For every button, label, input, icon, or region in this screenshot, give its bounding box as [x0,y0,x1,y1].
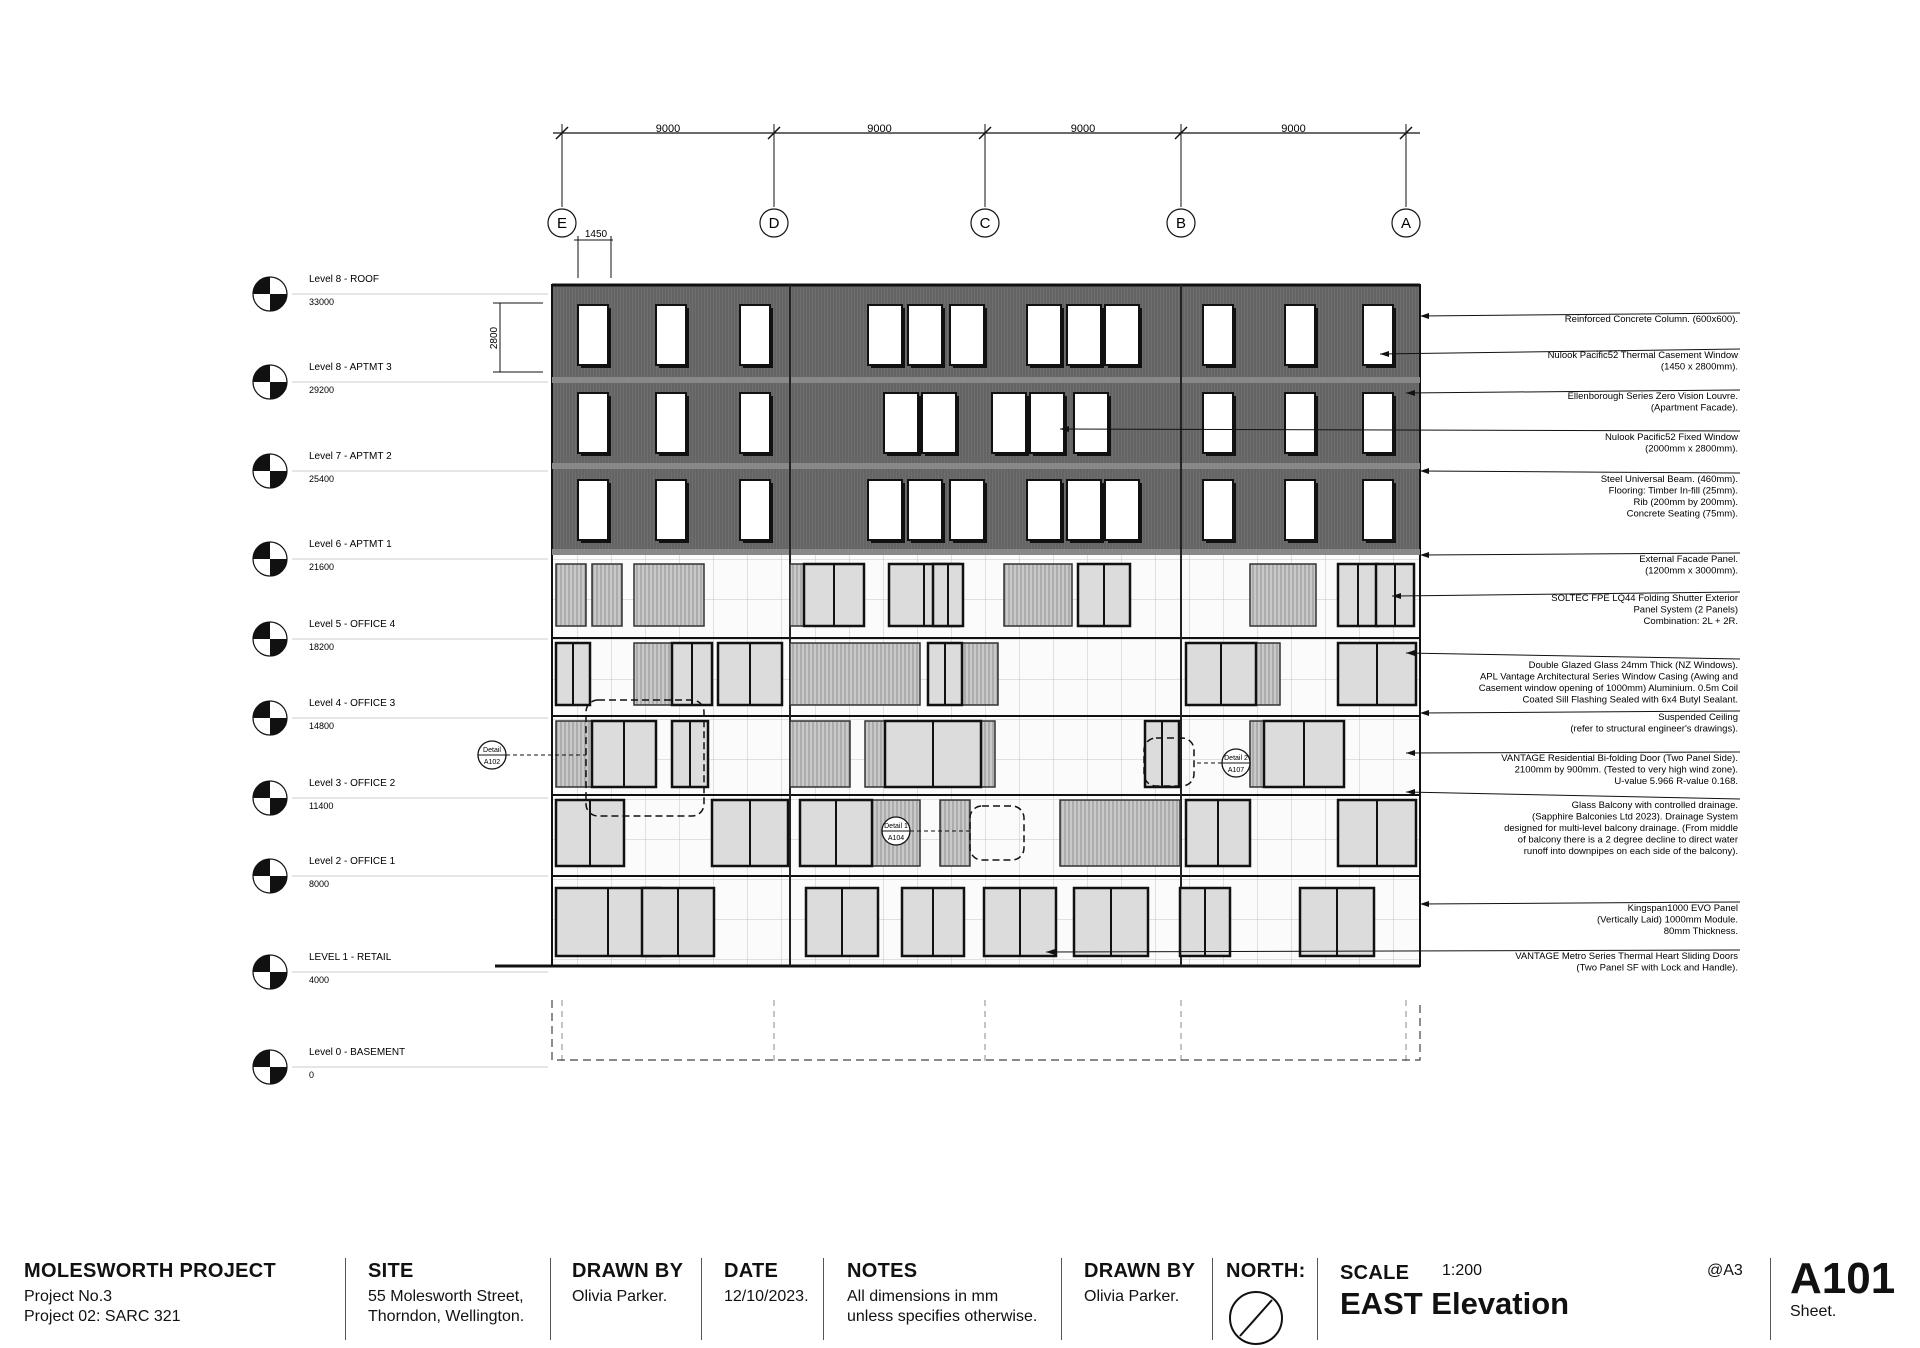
beam-band [552,549,1420,555]
annotation-line: (Sapphire Balconies Ltd 2023). Drainage System [1532,811,1738,823]
annotation-text [1570,712,1738,735]
leader-arrow [1420,468,1429,474]
leader-arrow [1420,901,1429,907]
level-symbol-quadrant [253,277,270,294]
annotation-line: Steel Universal Beam. (460mm). [1600,474,1738,485]
casement-window [1027,305,1061,365]
notes-line-2: unless specifies otherwise. [847,1308,1038,1325]
grid-label: C [979,215,991,232]
project-number: Project No.3 [24,1288,113,1305]
level-symbol-quadrant [253,859,270,876]
beam-band [552,463,1420,469]
title-block-site [368,1248,558,1343]
detail-title: Detail [483,747,501,754]
casement-window [1203,393,1233,453]
annotation-line: Flooring: Timber In-fill (25mm). [1608,485,1738,497]
annotation-line: U-value 5.966 R-value 0.168. [1614,776,1738,787]
date-label: DATE [724,1260,779,1282]
grid-label: A [1400,215,1412,232]
level-name: Level 6 - APTMT 1 [309,539,392,550]
grid-dimension: 9000 [655,123,681,135]
level-name: Level 7 - APTMT 2 [309,451,392,462]
casement-window [908,480,942,540]
annotation-line: of balcony there is a 2 degree decline to direct water [1517,834,1738,846]
title-block-divider [550,1258,551,1340]
casement-window [1074,393,1108,453]
level-symbol-quadrant [253,955,270,972]
grid-label: B [1175,215,1187,232]
level-elevation: 14800 [309,721,335,731]
folding-shutter [1060,800,1180,866]
casement-window [1363,480,1393,540]
level-name: Level 4 - OFFICE 3 [309,698,396,709]
scale-label: SCALE [1340,1262,1410,1284]
north-arrow-icon [1226,1288,1286,1348]
folding-shutter [634,564,704,626]
level-symbol-quadrant [253,1050,270,1067]
level-symbol-quadrant [270,876,287,893]
title-block-divider [823,1258,824,1340]
level-elevation: 33000 [309,297,335,307]
annotation-line: VANTAGE Metro Series Thermal Heart Sliding Doors [1515,951,1738,962]
level-symbol-quadrant [270,382,287,399]
casement-window [1030,393,1064,453]
level-elevation: 21600 [309,562,335,572]
annotation-line: VANTAGE Residential Bi-folding Door (Two Panel Side). [1501,753,1738,764]
drawn-by-label: DRAWN BY [572,1260,684,1282]
folding-shutter [940,800,970,866]
level-elevation: 8000 [309,879,330,889]
casement-window [1285,480,1315,540]
drawn-by-value: Olivia Parker. [572,1288,668,1305]
beam-band [552,377,1420,383]
annotation-text [1568,391,1738,414]
notes-label: NOTES [847,1260,918,1282]
level-name: Level 3 - OFFICE 2 [309,778,396,789]
title-block-date [724,1248,834,1343]
level-elevation: 18200 [309,642,335,652]
annotation-line: (1450 x 2800mm). [1660,361,1738,373]
date-value: 12/10/2023. [724,1288,809,1305]
annotation-line: Suspended Ceiling [1658,712,1738,723]
casement-window [868,480,902,540]
folding-shutter [790,721,850,787]
title-block-divider [1061,1258,1062,1340]
level-elevation: 0 [309,1070,315,1080]
annotation-line: SOLTEC FPE LQ44 Folding Shutter Exterior [1551,593,1738,604]
level-symbol-quadrant [253,454,270,471]
detail-reference: A102 [483,759,501,766]
title-block-divider [1317,1258,1318,1340]
detail-reference: A107 [1227,767,1245,774]
level-symbol-quadrant [253,781,270,798]
folding-shutter [1004,564,1072,626]
folding-shutter [592,564,622,626]
annotation-text [1515,951,1738,974]
project-course: Project 02: SARC 321 [24,1308,181,1325]
level-symbol-quadrant [253,701,270,718]
casement-window [1203,480,1233,540]
level-symbol-quadrant [270,639,287,656]
annotation-line: Casement window opening of 1000mm) Aluminium. 0.5m Coil [1478,683,1738,694]
annotation-line: designed for multi-level balcony drainage. (From middle [1504,823,1738,834]
annotation-text [1597,903,1738,937]
casement-window [740,480,770,540]
paper-size: @A3 [1707,1262,1743,1279]
casement-window [740,393,770,453]
title-block-project [24,1248,334,1343]
casement-window [1067,480,1101,540]
leader-line [1420,471,1740,473]
title-block-north [1226,1248,1326,1343]
casement-window [1363,393,1393,453]
detail-reference: A104 [887,835,905,842]
sheet-number: A101 [1790,1254,1896,1303]
notes-line-1: All dimensions in mm [847,1288,999,1305]
casement-window [656,480,686,540]
annotation-line: Double Glazed Glass 24mm Thick (NZ Windows). [1528,660,1738,671]
title-block-notes [847,1248,1062,1343]
site-address-line-2: Thorndon, Wellington. [368,1308,525,1325]
casement-window [950,480,984,540]
grid-dimension: 9000 [1070,123,1096,135]
annotation-text [1504,800,1738,857]
title-block-drawn-by [572,1248,702,1343]
annotation-text [1605,432,1738,455]
level-name: Level 0 - BASEMENT [309,1047,406,1058]
level-markers [253,274,548,1084]
title-block-scale [1340,1248,1760,1343]
drawn-by-value-2: Olivia Parker. [1084,1288,1180,1305]
casement-window [1285,393,1315,453]
level-symbol-quadrant [270,471,287,488]
grid-label: D [768,215,780,232]
casement-window [656,393,686,453]
annotation-text [1565,314,1738,325]
title-block-drawn-by-2 [1084,1248,1214,1343]
annotation-line: Combination: 2L + 2R. [1643,616,1738,627]
annotation-line: runoff into downpipes on each side of the balcony). [1523,846,1738,857]
annotation-line: Ellenborough Series Zero Vision Louvre. [1567,391,1738,402]
level-symbol-quadrant [270,294,287,311]
north-label: NORTH: [1226,1260,1306,1282]
annotation-line: Panel System (2 Panels) [1633,604,1738,616]
level-name: Level 2 - OFFICE 1 [309,856,396,867]
annotation-line: (1200mm x 3000mm). [1645,565,1738,577]
casement-window [1105,305,1139,365]
annotation-line: Concrete Seating (75mm). [1626,508,1738,520]
casement-window [992,393,1026,453]
casement-window [1285,305,1315,365]
site-address-line-1: 55 Molesworth Street, [368,1288,524,1305]
level-symbol-quadrant [253,365,270,382]
level-name: Level 8 - APTMT 3 [309,362,392,373]
annotation-line: APL Vantage Architectural Series Window Casing (Awing and [1479,671,1738,683]
project-title: MOLESWORTH PROJECT [24,1260,277,1282]
annotation-text [1639,554,1738,577]
folding-shutter [556,564,586,626]
building-elevation [478,285,1420,1060]
basement-outline [552,1000,1420,1060]
annotation-line: 2100mm by 900mm. (Tested to very high wind zone). [1514,764,1738,776]
annotation-line: Nulook Pacific52 Thermal Casement Window [1547,350,1738,361]
annotation-line: External Facade Panel. [1639,554,1738,565]
annotation-line: Nulook Pacific52 Fixed Window [1604,432,1738,443]
casement-window [578,305,608,365]
annotation-line: Rib (200mm by 200mm). [1633,497,1738,508]
folding-shutter [790,643,920,705]
window-dimension: 1450 [584,229,608,240]
annotation-line: Coated Sill Flashing Sealed with 6x4 Butyl Sealant. [1522,694,1738,706]
annotation-text [1501,753,1738,787]
annotation-line: (refer to structural engineer's drawings). [1570,723,1738,735]
grid-dimension: 9000 [1281,123,1306,135]
grid-dimension: 9000 [867,123,892,135]
annotation-text [1601,474,1738,520]
casement-window [1203,305,1233,365]
casement-window [908,305,942,365]
casement-window [922,393,956,453]
level-symbol-quadrant [270,972,287,989]
annotation-line: (Vertically Laid) 1000mm Module. [1597,914,1738,926]
level-symbol-quadrant [270,718,287,735]
annotation-line: (2000mm x 2800mm). [1645,443,1738,455]
annotation-line: 80mm Thickness. [1663,926,1738,937]
casement-window [740,305,770,365]
annotation-text [1548,350,1739,373]
site-label: SITE [368,1260,414,1282]
casement-window [656,305,686,365]
annotation-line: Kingspan1000 EVO Panel [1627,903,1738,914]
casement-window [950,305,984,365]
floor-dimension: 2800 [489,326,500,350]
casement-window [578,393,608,453]
casement-window [1067,305,1101,365]
title-block-divider [345,1258,346,1340]
detail-title: Detail 1 [884,823,908,830]
drawn-by-label-2: DRAWN BY [1084,1260,1196,1282]
level-symbol-quadrant [270,559,287,576]
level-name: Level 5 - OFFICE 4 [309,619,396,630]
sheet-label: Sheet. [1790,1303,1837,1320]
level-symbol-quadrant [270,1067,287,1084]
annotation-line: (Apartment Facade). [1650,402,1738,414]
casement-window [1027,480,1061,540]
level-symbol-quadrant [270,798,287,815]
level-elevation: 4000 [309,975,330,985]
leader-line [1406,653,1740,659]
leader-arrow [1420,552,1429,558]
title-block-divider [1770,1258,1771,1340]
title-block-divider [701,1258,702,1340]
level-name: Level 8 - ROOF [309,274,380,285]
scale-value: 1:200 [1442,1262,1483,1279]
grid-label: E [556,215,568,232]
level-symbol-quadrant [253,542,270,559]
casement-window [1105,480,1139,540]
level-elevation: 29200 [309,385,335,395]
annotation-text [1479,660,1738,706]
annotation-line: Reinforced Concrete Column. (600x600). [1564,314,1738,325]
casement-window [578,480,608,540]
folding-shutter [1250,564,1316,626]
level-name: LEVEL 1 - RETAIL [309,952,392,963]
view-title: EAST Elevation [1340,1286,1570,1321]
casement-window [868,305,902,365]
annotation-line: (Two Panel SF with Lock and Handle). [1576,962,1738,974]
annotation-text [1551,593,1738,627]
leader-arrow [1420,710,1429,716]
level-symbol-quadrant [253,622,270,639]
casement-window [884,393,918,453]
detail-title: Detail 2 [1224,755,1248,762]
title-block-sheet [1790,1248,1910,1343]
level-elevation: 25400 [309,474,335,484]
leader-arrow [1420,313,1429,319]
leader-line [1406,792,1740,799]
annotation-line: Glass Balcony with controlled drainage. [1571,800,1738,811]
level-elevation: 11400 [309,801,334,811]
title-block-divider [1212,1258,1213,1340]
